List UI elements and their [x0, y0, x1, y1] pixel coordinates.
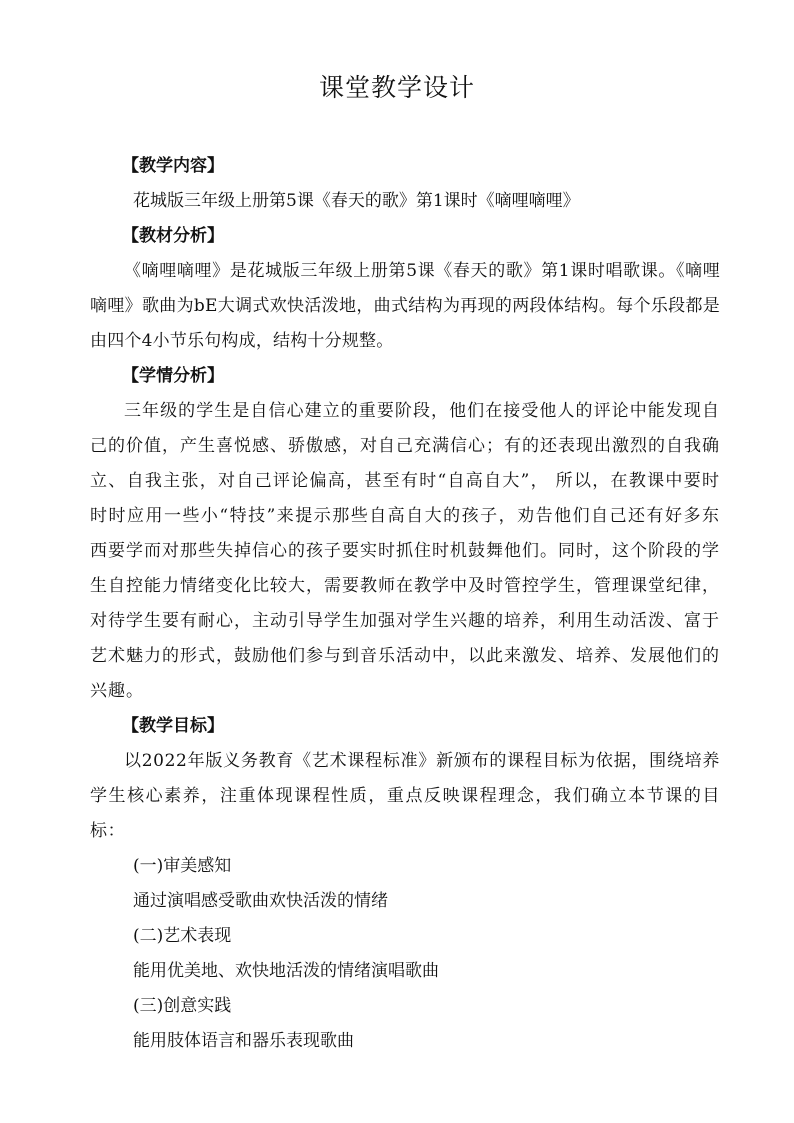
goals-intro-paragraph: 以2022年版义务教育《艺术课程标准》新颁布的课程目标为依据，围绕培养学生核心素养，注重体现课程性质，重点反映课程理念，我们确立本节课的目标：: [90, 751, 720, 841]
page-title: 课堂教学设计: [318, 73, 475, 102]
lesson-content-line: 花城版三年级上册第5课《春天的歌》第1课时《嘀哩嘀哩》: [133, 191, 580, 211]
goal-desc-practice: 能用肢体语言和器乐表现歌曲: [133, 1031, 354, 1051]
goal-desc-expression: 能用优美地、欢快地活泼的情绪演唱歌曲: [133, 961, 439, 981]
goal-label-aesthetic: (一)审美感知: [133, 856, 232, 876]
learner-analysis-paragraph: 三年级的学生是自信心建立的重要阶段，他们在接受他人的评论中能发现自己的价值，产生喜悦感、骄傲感，对自己充满信心；有的还表现出激烈的自我确立、自我主张，对自己评论偏高，甚至有时“自高自大”， 所以，在教课中要时时时应用一些小“特技”来提示那些自高自大的孩子，劝告他们自己还有好多东西要学而对那些失掉信心的孩子要实时抓住时机鼓舞他们。同时，这个阶段的学生自控能力情绪变化比较大，需要教师在教学中及时管控学生，管理课堂纪律，对待学生要有耐心，主动引导学生加强对学生兴趣的培养，利用生动活泼、富于艺术魅力的形式，鼓励他们参与到音乐活动中，以此来激发、培养、发展他们的兴趣。: [90, 401, 720, 701]
section-heading-material: 【教材分析】: [122, 226, 224, 246]
goal-label-expression: (二)艺术表现: [133, 926, 232, 946]
goal-label-practice: (三)创意实践: [133, 996, 232, 1016]
section-heading-goals: 【教学目标】: [122, 716, 224, 736]
goal-desc-aesthetic: 通过演唱感受歌曲欢快活泼的情绪: [133, 891, 388, 911]
section-heading-learner: 【学情分析】: [122, 366, 224, 386]
material-analysis-paragraph: 《嘀哩嘀哩》是花城版三年级上册第5课《春天的歌》第1课时唱歌课。《嘀哩嘀哩》歌曲为bE大调式欢快活泼地，曲式结构为再现的两段体结构。每个乐段都是由四个4小节乐句构成，结构十分规整。: [90, 261, 720, 351]
document-body: [90, 149, 720, 1059]
section-heading-content: 【教学内容】: [122, 156, 224, 176]
